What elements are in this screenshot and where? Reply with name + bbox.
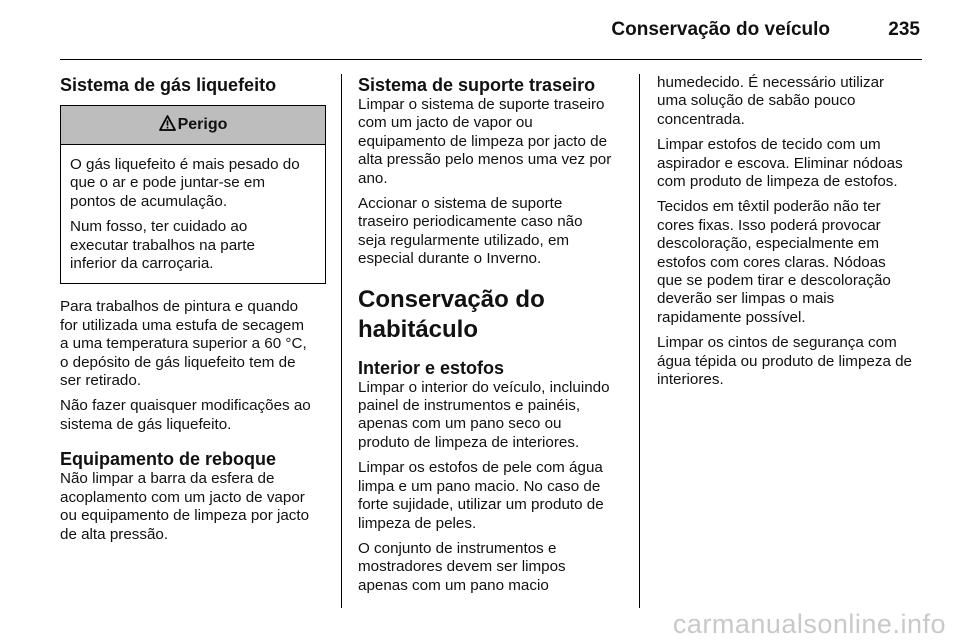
body-paragraph: Accionar o sistema de suporte traseiro periodicamente caso não seja regularmente utilizado, em especial durante o Inverno. bbox=[358, 195, 583, 268]
body-paragraph: Não fazer quaisquer modificações ao sistema de gás liquefeito. bbox=[60, 397, 311, 433]
body-paragraph: Limpar os cintos de segurança com água tépida ou produto de limpeza de interiores. bbox=[657, 334, 913, 389]
body-paragraph: Tecidos em têxtil poderão não ter cores fixas. Isso poderá provocar descoloração, especialmente em estofos com cores claras. Nódoas que se podem tirar e descoloração deverão ser limpas o mais rapidamente possível. bbox=[657, 198, 891, 326]
warning-triangle-icon bbox=[159, 108, 176, 146]
watermark: carmanualsonline.info bbox=[672, 609, 946, 639]
danger-box-header bbox=[61, 106, 325, 145]
danger-box bbox=[60, 105, 326, 284]
body-paragraph: Limpar o sistema de suporte traseiro com um jacto de vapor ou equipamento de limpeza por jacto de alta pressão pelo menos uma vez por ano. bbox=[358, 96, 612, 187]
page-header bbox=[60, 0, 920, 60]
danger-paragraph: Num fosso, ter cuidado ao executar trabalhos na parte inferior da carroçaria. bbox=[70, 218, 255, 273]
body-paragraph: Limpar os estofos de pele com água limpa e um pano macio. No caso de forte sujidade, utilizar um produto de limpeza de peles. bbox=[358, 459, 604, 532]
column-divider bbox=[639, 74, 640, 608]
page-number: 235 bbox=[888, 19, 920, 40]
page-title: Conservação do veículo bbox=[611, 19, 830, 40]
chapter-title: Conservação do habitáculo bbox=[358, 285, 545, 343]
body-paragraph: humedecido. É necessário utilizar uma solução de sabão pouco concentrada. bbox=[657, 74, 885, 128]
body-paragraph: O conjunto de instrumentos e mostradores devem ser limpos apenas com um pano macio bbox=[358, 539, 566, 594]
body-paragraph: Limpar o interior do veículo, incluindo painel de instrumentos e painéis, apenas com um pano seco ou produto de limpeza de interiores. bbox=[358, 378, 610, 451]
header-rule bbox=[60, 59, 922, 60]
body-paragraph: Para trabalhos de pintura e quando for utilizada uma estufa de secagem a uma temperatura superior a 60 °C, o depósito de gás liquefeito tem de ser retirado. bbox=[60, 298, 307, 390]
column-left bbox=[60, 74, 326, 544]
column-middle bbox=[358, 74, 626, 595]
column-divider bbox=[341, 74, 342, 608]
danger-label: Perigo bbox=[177, 116, 228, 133]
section-heading-towing: Equipamento de reboque bbox=[60, 449, 277, 470]
section-heading-lpg: Sistema de gás liquefeito bbox=[60, 75, 277, 95]
body-paragraph: Não limpar a barra da esfera de acoplamento com um jacto de vapor ou equipamento de limpeza por jacto de alta pressão. bbox=[60, 470, 310, 543]
danger-box-body bbox=[61, 145, 325, 283]
body-paragraph: Limpar estofos de tecido com um aspirador e escova. Eliminar nódoas com produto de limpeza de estofos. bbox=[657, 136, 903, 191]
danger-paragraph: O gás liquefeito é mais pesado do que o ar e pode juntar-se em pontos de acumulação. bbox=[70, 156, 300, 210]
column-right bbox=[657, 74, 927, 390]
section-heading-rear-carrier: Sistema de suporte traseiro bbox=[358, 75, 596, 95]
section-heading-interior: Interior e estofos bbox=[358, 357, 505, 378]
